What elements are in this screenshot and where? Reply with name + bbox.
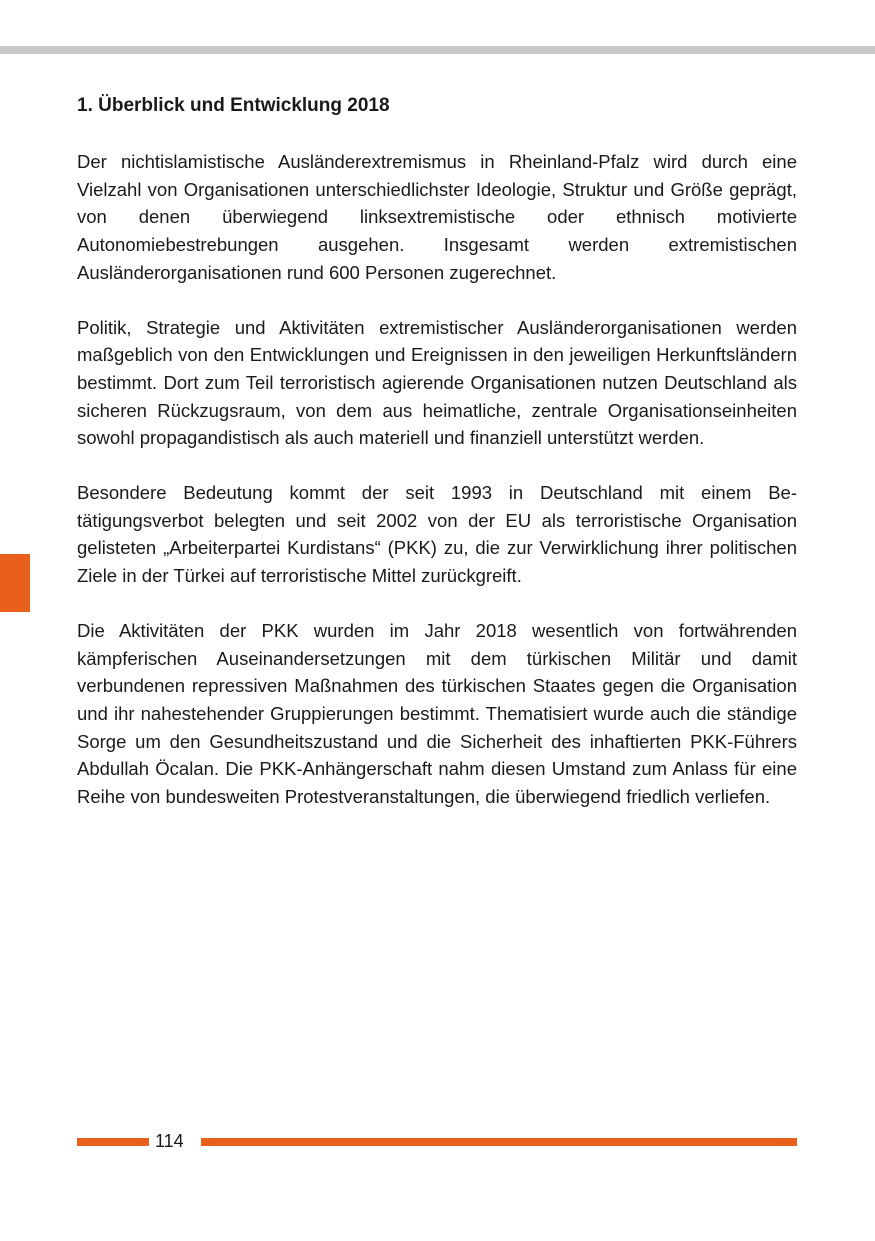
- body-paragraph: Die Aktivitäten der PKK wurden im Jahr 2018 wesentlich von fortwährenden kämpferischen Auseinandersetzungen mit dem türkischen Militär und damit verbundenen repressiven Maßnahmen des türkischen Staates gegen die Organisation und ihr nahestehender Gruppierungen bestimmt. Thematisiert wurde auch die ständige Sorge um den Gesundheitszustand und die Sicherheit des inhaftierten PKK-Führers Abdullah Öcalan. Die PKK-Anhängerschaft nahm diesen Umstand zum Anlass für eine Reihe von bundesweiten Protestveranstaltungen, die überwiegend friedlich verliefen.: [77, 619, 797, 808]
- page-content: [77, 92, 797, 838]
- body-paragraph: Besondere Bedeutung kommt der seit 1993 in Deutschland mit einem Betätigungsverbot belegten und seit 2002 von der EU als terroristische Organisation gelisteten „Arbeiterpartei Kurdistans“ (PKK) zu, die zur Verwirklichung ihrer politischen Ziele in der Türkei auf terroristische Mittel zurückgreift.: [77, 482, 797, 587]
- body-paragraph: Der nichtislamistische Ausländerextremismus in Rheinland-Pfalz wird durch eine Vielzahl von Organisationen unterschiedlichster Ideologie, Struktur und Größe geprägt, von denen überwiegend linksextremistische oder ethnisch motivierte Autonomiebestrebungen ausgehen. Insgesamt werden extremistischen Ausländerorganisationen rund 600 Personen zugerechnet.: [77, 151, 797, 283]
- chapter-marker-tab: [0, 554, 30, 612]
- body-paragraph: Politik, Strategie und Aktivitäten extremistischer Ausländerorganisationen werden maßgeblich von den Entwicklungen und Ereignissen in den jeweiligen Herkunftsländern bestimmt. Dort zum Teil terroristisch agierende Organisationen nutzen Deutschland als sicheren Rückzugsraum, von dem aus heimatliche, zentrale Organisationseinheiten sowohl propagandistisch als auch materiell und finanziell unterstützt werden.: [77, 316, 797, 449]
- page-number: 114: [155, 1131, 184, 1151]
- page-footer: [77, 1128, 797, 1154]
- footer-rule-left: [77, 1138, 149, 1146]
- header-divider: [0, 46, 875, 54]
- section-title: 1. Überblick und Entwicklung 2018: [77, 95, 390, 116]
- footer-rule-right: [201, 1138, 797, 1146]
